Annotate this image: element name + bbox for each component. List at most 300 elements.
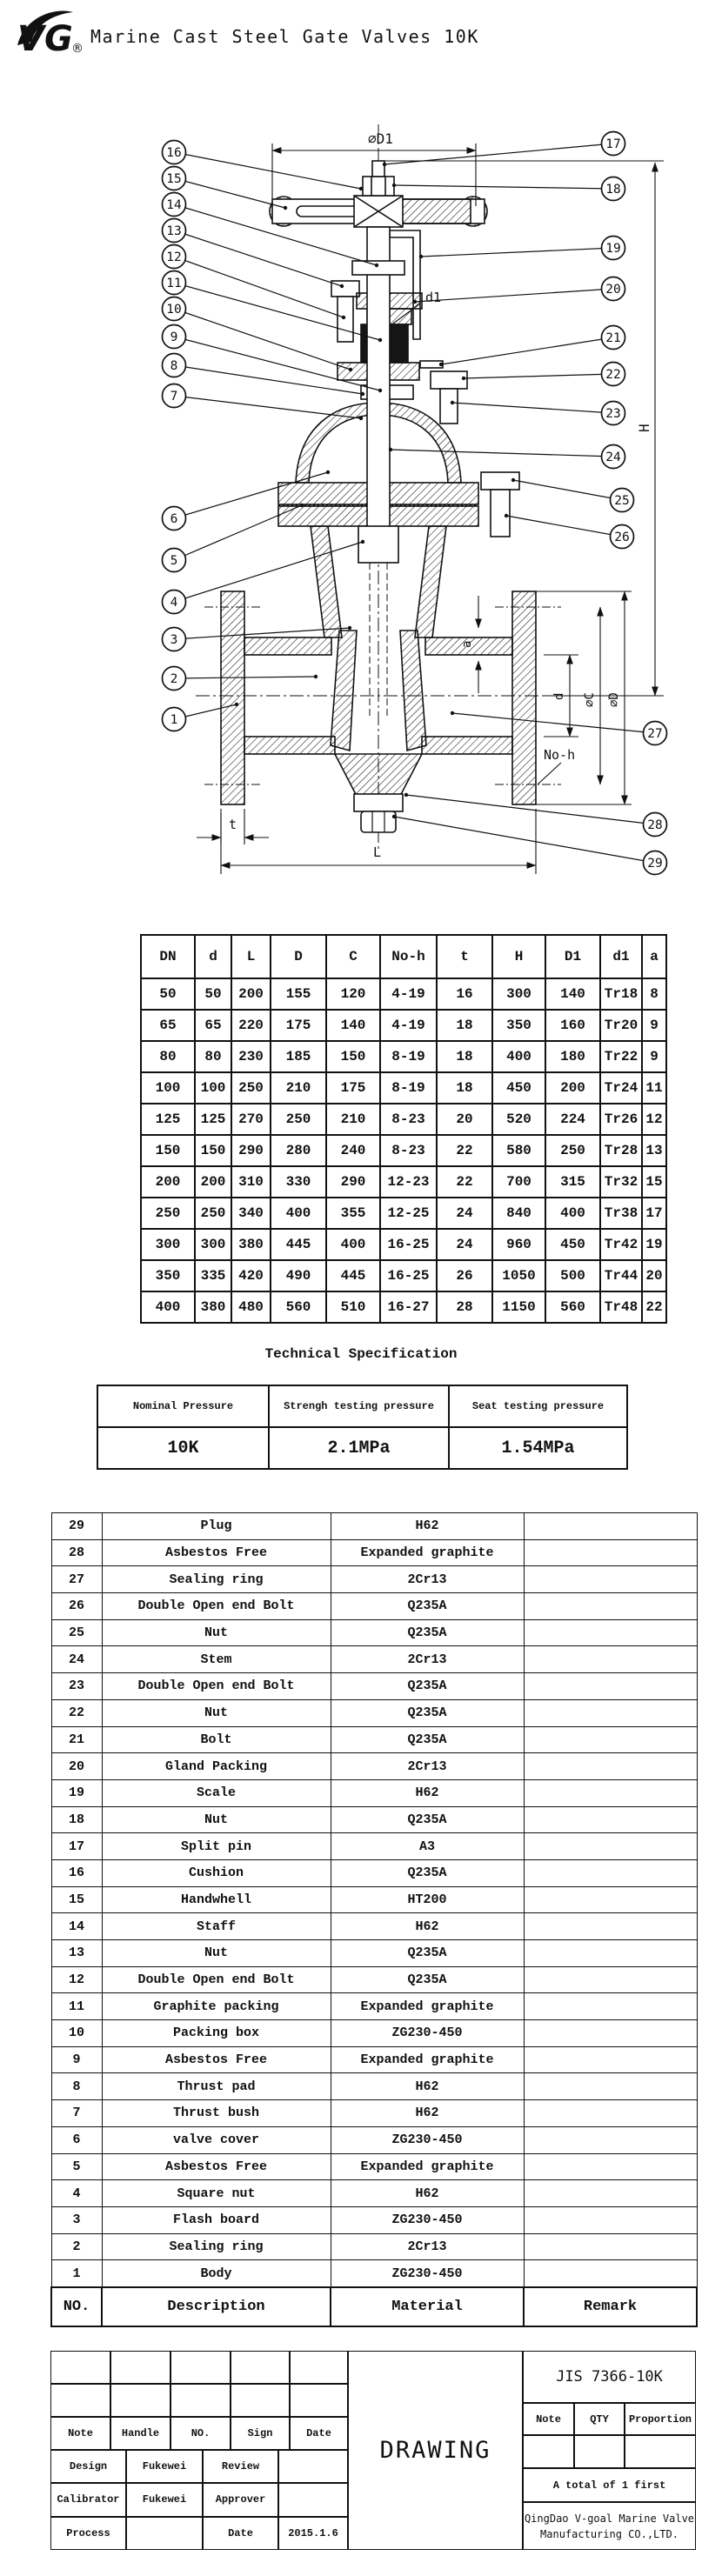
part-cell: Plug [102,1513,331,1540]
part-cell: Q235A [331,1726,524,1753]
dim-value: 24 [437,1229,492,1260]
callout-number: 21 [605,331,621,345]
design-label: Design [50,2450,126,2483]
dim-value: 510 [326,1291,380,1323]
tech-spec-col-header: Seat testing pressure [449,1385,627,1427]
dim-value: Tr20 [600,1010,642,1041]
callout-number: 18 [605,183,621,197]
part-cell [524,1993,697,2020]
part-cell [524,1753,697,1780]
part-cell: Cushion [102,1859,331,1886]
dim-value: 16-27 [380,1291,437,1323]
dim-label-d1: d1 [425,290,442,305]
dim-value: 490 [271,1260,326,1291]
dim-value: 210 [326,1104,380,1135]
parts-table-row [51,1966,697,1993]
dim-table-row [141,1104,666,1135]
callout-number: 22 [605,368,621,382]
qty-empty-cell [625,2435,696,2468]
part-cell [524,1673,697,1700]
dim-value: 16-25 [380,1260,437,1291]
part-cell: HT200 [331,1886,524,1913]
dim-table-row [141,1010,666,1041]
bolt-23-shaft [440,389,458,424]
dim-col-header: No-h [380,935,437,978]
dim-value: 12 [642,1104,666,1135]
callout-20 [413,277,625,304]
date-label: Date [203,2517,278,2550]
dim-value: 18 [437,1010,492,1041]
dim-value: 250 [545,1135,600,1166]
dim-value: Tr32 [600,1166,642,1198]
part-cell: Handwhell [102,1886,331,1913]
part-cell: 16 [51,1859,102,1886]
dim-value: Tr24 [600,1072,642,1104]
dim-value: 700 [492,1166,545,1198]
callout-number: 11 [166,277,182,290]
parts-table-row [51,1593,697,1620]
dim-value: 150 [195,1135,231,1166]
parts-table-row [51,1513,697,1540]
dim-value: Tr48 [600,1291,642,1323]
dim-value: 175 [271,1010,326,1041]
part-cell: 20 [51,1753,102,1780]
bolt-22-head [431,371,467,389]
dim-col-header: C [326,935,380,978]
dim-value: 580 [492,1135,545,1166]
part-cell: H62 [331,2180,524,2207]
dim-value: 250 [271,1104,326,1135]
parts-table-row [51,2180,697,2207]
parts-table-row [51,2233,697,2260]
dim-value: 200 [141,1166,195,1198]
parts-col-header: NO. [51,2287,102,2326]
part-cell: H62 [331,1913,524,1940]
dim-value: 18 [437,1041,492,1072]
part-cell: 5 [51,2153,102,2180]
parts-table-row [51,1940,697,1967]
calibrator-value: Fukewei [126,2483,203,2516]
parts-table-row [51,1993,697,2020]
dim-label-C: ∅C [583,692,597,707]
dim-value: 28 [437,1291,492,1323]
part-cell: 3 [51,2206,102,2233]
dim-label-H: H [636,424,652,432]
callout-25 [511,478,634,512]
part-cell: Sealing ring [102,1566,331,1593]
part-cell: Q235A [331,1966,524,1993]
dim-value: 80 [141,1041,195,1072]
dim-value: 250 [231,1072,271,1104]
dim-value: 250 [195,1198,231,1229]
dim-value: 12-25 [380,1198,437,1229]
part-cell: Q235A [331,1673,524,1700]
pipe-flange-left [221,591,244,804]
dim-value: 125 [195,1104,231,1135]
part-cell [524,1940,697,1967]
registered-trademark-icon: ® [71,42,84,56]
dim-value: 8-19 [380,1072,437,1104]
part-cell [524,1859,697,1886]
pipe-flange-right [512,591,536,804]
dim-value: 140 [545,978,600,1010]
dim-value: Tr38 [600,1198,642,1229]
dim-col-header: H [492,935,545,978]
part-cell: Double Open end Bolt [102,1673,331,1700]
revision-empty-cell [50,2384,110,2417]
part-cell [524,1593,697,1620]
parts-table-row [51,1913,697,1940]
part-cell [524,1539,697,1566]
page-title: Marine Cast Steel Gate Valves 10K [90,26,479,47]
design-value: Fukewei [126,2450,203,2483]
dim-value: 300 [141,1229,195,1260]
part-cell: 2Cr13 [331,1753,524,1780]
part-cell [524,2206,697,2233]
part-cell: 2Cr13 [331,2233,524,2260]
tech-spec-table [97,1385,628,1470]
part-cell [524,1699,697,1726]
dim-table-row [141,1291,666,1323]
callout-number: 29 [647,857,663,871]
dim-value: 230 [231,1041,271,1072]
dim-value: 420 [231,1260,271,1291]
part-cell [524,1566,697,1593]
parts-table-header-row [51,2287,697,2326]
dim-value: 310 [231,1166,271,1198]
parts-table-row [51,1619,697,1646]
revision-header-note: Note [50,2417,110,2450]
title-block [50,2351,696,2550]
parts-col-header: Material [331,2287,524,2326]
bolt-26-shaft [491,490,510,537]
part-cell [524,2180,697,2207]
dim-col-header: D [271,935,326,978]
revision-header-handle: Handle [110,2417,170,2450]
dim-value: 4-19 [380,1010,437,1041]
part-cell [524,1646,697,1673]
dim-value: Tr26 [600,1104,642,1135]
part-cell: 7 [51,2100,102,2127]
callout-18 [392,177,625,201]
part-cell: 13 [51,1940,102,1967]
parts-table-row [51,1646,697,1673]
callout-19 [419,237,625,260]
part-cell: Bolt [102,1726,331,1753]
valve-section-drawing [74,109,692,944]
qty-header-proportion: Proportion [625,2403,696,2435]
review-label: Review [203,2450,278,2483]
part-cell: Nut [102,1619,331,1646]
dim-value: 250 [141,1198,195,1229]
dim-value: 300 [195,1229,231,1260]
revision-empty-cell [170,2351,231,2384]
part-cell: 9 [51,2046,102,2073]
callout-number: 2 [170,672,178,686]
company-logo-icon [14,5,77,61]
revision-empty-cell [50,2351,110,2384]
bolt-13-head [331,281,359,297]
dim-value: 960 [492,1229,545,1260]
part-cell: 8 [51,2073,102,2100]
dim-value: 22 [642,1291,666,1323]
part-cell: ZG230-450 [331,2206,524,2233]
dim-value: 18 [437,1072,492,1104]
part-cell: Split pin [102,1833,331,1860]
parts-table-row [51,2260,697,2287]
dim-value: 400 [326,1229,380,1260]
dim-value: 445 [326,1260,380,1291]
callout-number: 26 [614,531,630,544]
dim-value: 155 [271,978,326,1010]
part-cell: 11 [51,1993,102,2020]
approver-label: Approver [203,2483,278,2516]
callout-number: 10 [166,303,182,317]
dim-value: 9 [642,1010,666,1041]
parts-table-row [51,1806,697,1833]
dimension-table-body [141,978,666,1323]
dim-value: 20 [437,1104,492,1135]
callout-number: 6 [170,512,178,526]
dim-label-t: t [229,817,237,832]
dim-value: 200 [195,1166,231,1198]
parts-col-header: Description [102,2287,331,2326]
stem-nut [363,177,394,196]
callout-10 [163,297,353,372]
part-cell: 14 [51,1913,102,1940]
staff-collar [352,261,404,275]
dim-value: 355 [326,1198,380,1229]
tech-spec-values [97,1427,627,1469]
dim-value: 11 [642,1072,666,1104]
part-cell: Nut [102,1806,331,1833]
part-cell: H62 [331,2100,524,2127]
part-cell: 4 [51,2180,102,2207]
part-cell: valve cover [102,2126,331,2153]
revision-header-no: NO. [170,2417,231,2450]
parts-table-row [51,1726,697,1753]
tech-spec-value: 2.1MPa [269,1427,449,1469]
revision-header-date: Date [290,2417,348,2450]
callout-number: 28 [647,818,663,832]
dim-value: 560 [271,1291,326,1323]
revision-empty-cell [290,2351,348,2384]
callout-number: 16 [166,146,182,160]
bolt-12-shaft [338,297,353,342]
part-cell: Q235A [331,1806,524,1833]
approver-value [278,2483,348,2516]
dim-value: 560 [545,1291,600,1323]
parts-table-row [51,1833,697,1860]
dim-value: 270 [231,1104,271,1135]
date-value: 2015.1.6 [278,2517,348,2550]
dim-value: 200 [231,978,271,1010]
parts-table-row [51,2153,697,2180]
dim-value: 22 [437,1135,492,1166]
part-cell [524,2233,697,2260]
callout-22 [462,363,625,386]
part-cell [524,2153,697,2180]
qty-header-qty: QTY [574,2403,625,2435]
callout-number: 13 [166,224,182,238]
dim-value: 1050 [492,1260,545,1291]
dim-value: 280 [271,1135,326,1166]
part-cell [524,1619,697,1646]
dim-value: 400 [271,1198,326,1229]
parts-table-row [51,1566,697,1593]
dimension-table [140,934,667,1324]
part-cell: Thrust bush [102,2100,331,2127]
total-note: A total of 1 first [523,2468,696,2502]
part-cell [524,1806,697,1833]
dim-value: Tr44 [600,1260,642,1291]
part-cell [524,1726,697,1753]
standard-number: JIS 7366-10K [523,2351,696,2403]
part-cell: 23 [51,1673,102,1700]
dim-table-row [141,1072,666,1104]
part-cell: Expanded graphite [331,1993,524,2020]
dim-value: 26 [437,1260,492,1291]
dim-value: 50 [195,978,231,1010]
part-cell: 1 [51,2260,102,2287]
callout-number: 15 [166,172,182,186]
callout-number: 17 [605,137,621,151]
part-cell: Body [102,2260,331,2287]
part-cell: Sealing ring [102,2233,331,2260]
callout-24 [389,445,625,469]
callout-number: 5 [170,554,178,568]
dim-value: 445 [271,1229,326,1260]
revision-empty-cell [170,2384,231,2417]
part-cell: 10 [51,2020,102,2047]
part-cell [524,2260,697,2287]
dim-value: 210 [271,1072,326,1104]
dim-table-row [141,1166,666,1198]
revision-empty-cell [110,2351,170,2384]
dim-value: 15 [642,1166,666,1198]
parts-table-row [51,1859,697,1886]
dim-value: 315 [545,1166,600,1198]
parts-table-row [51,2046,697,2073]
tech-spec-header [97,1385,627,1427]
parts-table-row [51,1539,697,1566]
parts-table-row [51,2100,697,2127]
dim-col-header: D1 [545,935,600,978]
parts-table-row [51,2206,697,2233]
dim-value: 16-25 [380,1229,437,1260]
dim-col-header: t [437,935,492,978]
calibrator-label: Calibrator [50,2483,126,2516]
callout-number: 23 [605,407,621,421]
parts-table-body [51,1513,697,2326]
part-cell: 22 [51,1699,102,1726]
qty-header-note: Note [523,2403,574,2435]
part-cell [524,2100,697,2127]
tech-spec-value: 10K [97,1427,269,1469]
part-cell: Packing box [102,2020,331,2047]
drain-boss [354,794,403,811]
dim-value: 175 [326,1072,380,1104]
callout-number: 12 [166,250,182,264]
part-cell [524,1886,697,1913]
dim-value: 160 [545,1010,600,1041]
qty-empty-cell [523,2435,574,2468]
dim-value: 150 [141,1135,195,1166]
dim-value: 840 [492,1198,545,1229]
process-label: Process [50,2517,126,2550]
dim-value: 150 [326,1041,380,1072]
square-nut [358,526,398,563]
parts-table-row [51,1753,697,1780]
process-value [126,2517,203,2550]
dim-value: 16 [437,978,492,1010]
callout-number: 1 [170,713,178,727]
dim-value: 200 [545,1072,600,1104]
dim-value: 17 [642,1198,666,1229]
callout-number: 8 [170,359,178,373]
dim-value: 380 [231,1229,271,1260]
dim-value: 22 [437,1166,492,1198]
callout-number: 24 [605,450,621,464]
dim-value: 290 [326,1166,380,1198]
dim-value: 8 [642,978,666,1010]
dim-col-header: L [231,935,271,978]
plug [361,811,396,832]
revision-empty-cell [231,2384,290,2417]
parts-table-row [51,1673,697,1700]
revision-empty-cell [231,2351,290,2384]
part-cell: Double Open end Bolt [102,1593,331,1620]
flash-board-left [331,631,357,751]
tech-spec-title: Technical Specification [264,1346,458,1362]
part-cell: Q235A [331,1699,524,1726]
dim-label-No-h: No-h [544,747,576,763]
dim-col-header: d [195,935,231,978]
part-cell: Asbestos Free [102,2046,331,2073]
revision-empty-cell [110,2384,170,2417]
dim-value: 330 [271,1166,326,1198]
dim-value: 8-19 [380,1041,437,1072]
part-cell: 27 [51,1566,102,1593]
callout-12 [163,245,346,320]
dim-label-L: L [373,844,382,860]
part-cell: H62 [331,1779,524,1806]
part-cell: Expanded graphite [331,2046,524,2073]
dim-value: 350 [141,1260,195,1291]
part-cell [524,2046,697,2073]
parts-table-row [51,2073,697,2100]
part-cell: Scale [102,1779,331,1806]
part-cell: 24 [51,1646,102,1673]
parts-table-row [51,2126,697,2153]
part-cell: Q235A [331,1940,524,1967]
part-cell [524,1966,697,1993]
svg-text:VG: VG [17,19,73,59]
company-name [523,2502,696,2550]
part-cell: ZG230-450 [331,2020,524,2047]
parts-table-row [51,1699,697,1726]
dim-value: 65 [195,1010,231,1041]
dim-label-D1: ∅D1 [368,130,393,147]
part-cell: Nut [102,1699,331,1726]
dim-value: 300 [492,978,545,1010]
dim-label-a: a [460,640,474,648]
part-cell: 12 [51,1966,102,1993]
part-cell [524,1913,697,1940]
part-cell [524,2126,697,2153]
dim-value: 125 [141,1104,195,1135]
parts-col-header: Remark [524,2287,697,2326]
